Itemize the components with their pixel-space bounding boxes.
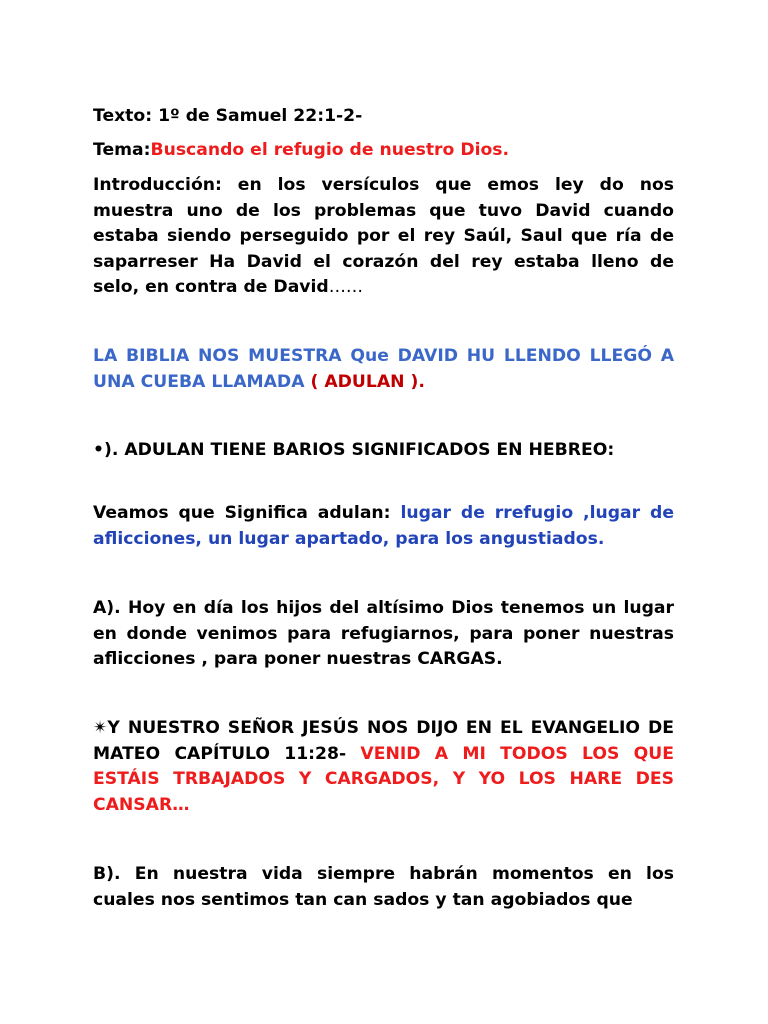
introduction-ellipsis: …… xyxy=(328,277,364,297)
bible-note-text: LA BIBLIA NOS MUESTRA Que DAVID HU LLENDO LLEGÓ A UNA CUEBA LLAMADA xyxy=(93,346,674,392)
bible-note-paren-open: ( xyxy=(310,371,319,392)
scripture-reference-line xyxy=(93,104,674,130)
star-bullet-icon: ✴ xyxy=(93,718,108,738)
point-a-text: A). Hoy en día los hijos del altísimo Dios tenemos un lugar en donde venimos para refugiarnos, para poner nuestras aflicciones , para poner nuestras CARGAS. xyxy=(93,598,674,669)
jesus-quote-intro: Y NUESTRO SEÑOR JESÚS NOS DIJO EN EL EVANGELIO DE MATEO CAPÍTULO 11:28- xyxy=(93,718,674,764)
adulan-heading-text: •). ADULAN TIENE BARIOS SIGNIFICADOS EN HEBREO: xyxy=(93,440,615,460)
bible-note-paren-close: ). xyxy=(410,371,425,392)
adulan-meaning-paragraph xyxy=(93,501,674,552)
point-b-text: B). En nuestra vida siempre habrán momentos en los cuales nos sentimos tan can sados y tan agobiados que xyxy=(93,864,674,910)
theme-value: Buscando el refugio de nuestro Dios. xyxy=(150,140,510,160)
point-a-paragraph xyxy=(93,596,674,673)
point-b-paragraph xyxy=(93,862,674,913)
theme-line xyxy=(93,138,674,164)
adulan-name: ADULAN xyxy=(318,371,411,392)
adulan-heading xyxy=(93,438,674,464)
adulan-meaning-label: Veamos que Significa adulan: xyxy=(93,503,401,523)
bible-note-paragraph xyxy=(93,344,674,395)
jesus-quote-paragraph xyxy=(93,716,674,818)
adulan-meaning-value: lugar de rrefugio ,lugar de aflicciones, un lugar apartado, para los angustiados. xyxy=(93,503,674,549)
jesus-quote-text: VENID A MI TODOS LOS QUE ESTÁIS TRBAJADOS Y CARGADOS, Y YO LOS HARE DES CANSAR… xyxy=(93,743,674,815)
introduction-paragraph xyxy=(93,173,674,301)
theme-label: Tema: xyxy=(93,140,151,160)
scripture-reference: Texto: 1º de Samuel 22:1-2- xyxy=(93,106,363,126)
introduction-text: Introducción: en los versículos que emos ley do nos muestra uno de los problemas que tuvo David cuando estaba siendo perseguido por el rey Saúl, Saul que ría de saparreser Ha David el corazón del rey estaba lleno de selo, en contra de David xyxy=(93,175,674,297)
